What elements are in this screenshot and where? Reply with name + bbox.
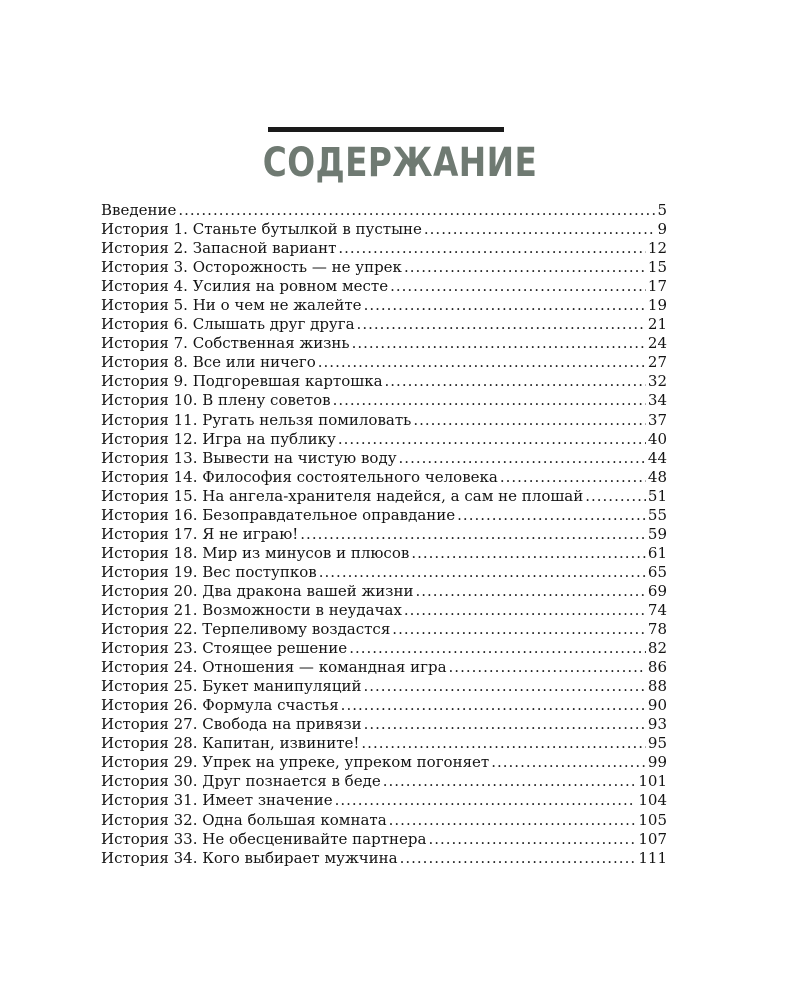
entry-title: История 2. Запасной вариант [101, 239, 337, 258]
dot-leader [364, 296, 646, 315]
dot-leader [424, 220, 656, 239]
entry-title: Введение [101, 201, 177, 219]
entry-title: История 22. Терпеливому воздастся [101, 620, 391, 639]
dot-leader [500, 468, 646, 487]
toc-entry[interactable] [101, 791, 667, 810]
dot-leader [300, 525, 646, 544]
page-number: 69 [647, 581, 667, 600]
dot-leader [389, 811, 637, 830]
page-number: 74 [647, 600, 667, 619]
dot-leader [349, 639, 646, 658]
entry-title: История 9. Подгоревшая картошка [101, 372, 383, 391]
dot-leader [318, 353, 646, 372]
toc-entry[interactable] [101, 449, 667, 468]
page-number: 21 [647, 315, 667, 334]
page-number: 5 [657, 201, 667, 219]
dot-leader [400, 849, 637, 868]
entry-title: История 29. Упрек на упреке, упреком погоняет [101, 753, 490, 772]
toc-entry[interactable] [101, 220, 667, 239]
page-number: 55 [647, 505, 667, 524]
heading-rule [268, 127, 504, 132]
toc-entry[interactable] [101, 849, 667, 868]
page-number: 32 [647, 372, 667, 391]
dot-leader [361, 734, 646, 753]
page-number: 88 [647, 677, 667, 696]
page-number: 34 [647, 391, 667, 410]
entry-title: История 33. Не обесценивайте партнера [101, 829, 427, 848]
toc-entry[interactable] [101, 277, 667, 296]
toc-entry[interactable] [101, 296, 667, 315]
toc-entry[interactable] [101, 411, 667, 430]
page-number: 48 [647, 467, 667, 486]
dot-leader [457, 506, 646, 525]
toc-entry[interactable] [101, 430, 667, 449]
entry-title: История 7. Собственная жизнь [101, 334, 350, 353]
toc-entry[interactable] [101, 258, 667, 277]
dot-leader [341, 696, 646, 715]
entry-title: История 15. На ангела-хранителя надейся, а сам не плошай [101, 486, 584, 505]
page-number: 59 [647, 524, 667, 543]
entry-title: История 30. Друг познается в беде [101, 772, 381, 791]
toc-entry[interactable] [101, 582, 667, 601]
toc-entry[interactable] [101, 734, 667, 753]
entry-title: История 5. Ни о чем не жалейте [101, 296, 362, 315]
toc-entry[interactable] [101, 772, 667, 791]
dot-leader [491, 753, 646, 772]
dot-leader [364, 677, 646, 696]
toc-entry[interactable] [101, 506, 667, 525]
entry-title: История 23. Стоящее решение [101, 639, 348, 658]
entry-title: История 32. Одна большая комната [101, 810, 387, 829]
page-number: 78 [647, 620, 667, 639]
entry-title: История 34. Кого выбирает мужчина [101, 848, 398, 867]
dot-leader [352, 334, 646, 353]
dot-leader [404, 601, 646, 620]
page-number: 9 [657, 220, 667, 239]
toc-entry[interactable] [101, 334, 667, 353]
dot-leader [383, 772, 637, 791]
entry-title: История 21. Возможности в неудачах [101, 600, 402, 619]
toc-entry[interactable] [101, 544, 667, 563]
entry-title: История 11. Ругать нельзя помиловать [101, 410, 412, 429]
toc-entry[interactable] [101, 372, 667, 391]
toc-entry[interactable] [101, 315, 667, 334]
page-number: 93 [647, 715, 667, 734]
entry-title: История 28. Капитан, извините! [101, 734, 360, 753]
page-number: 107 [638, 829, 667, 848]
entry-title: История 25. Букет манипуляций [101, 677, 362, 696]
toc-entry[interactable] [101, 696, 667, 715]
entry-title: История 16. Безоправдательное оправдание [101, 505, 456, 524]
entry-title: История 10. В плену советов [101, 391, 331, 410]
toc-entry[interactable] [101, 525, 667, 544]
page-number: 61 [647, 543, 667, 562]
toc-entry[interactable] [101, 487, 667, 506]
page-number: 40 [647, 429, 667, 448]
entry-title: История 24. Отношения — командная игра [101, 658, 447, 677]
dot-leader [335, 791, 637, 810]
page-number: 111 [638, 848, 667, 867]
page-number: 44 [647, 448, 667, 467]
page-number: 82 [647, 639, 667, 658]
dot-leader [585, 487, 646, 506]
dot-leader [449, 658, 646, 677]
dot-leader [338, 430, 646, 449]
entry-title: История 6. Слышать друг друга [101, 315, 355, 334]
page-number: 27 [647, 353, 667, 372]
page-number: 19 [647, 296, 667, 315]
toc-entry[interactable] [101, 620, 667, 639]
page-number: 101 [638, 772, 667, 791]
page-number: 65 [647, 562, 667, 581]
entry-title: История 20. Два дракона вашей жизни [101, 581, 414, 600]
toc-entry[interactable] [101, 830, 667, 849]
entry-title: История 8. Все или ничего [101, 353, 316, 372]
page-number: 51 [647, 486, 667, 505]
page-number: 99 [647, 753, 667, 772]
dot-leader [411, 544, 646, 563]
entry-title: История 17. Я не играю! [101, 524, 299, 543]
entry-title: История 3. Осторожность — не упрек [101, 258, 402, 277]
dot-leader [357, 315, 646, 334]
page-number: 104 [638, 791, 667, 810]
entry-title: История 13. Вывести на чистую воду [101, 448, 397, 467]
table-of-contents [101, 201, 667, 868]
entry-title: История 19. Вес поступков [101, 562, 317, 581]
entry-title: История 1. Станьте бутылкой в пустыне [101, 220, 422, 239]
dot-leader [385, 372, 646, 391]
toc-entry[interactable] [101, 753, 667, 772]
dot-leader [364, 715, 646, 734]
toc-entry[interactable] [101, 391, 667, 410]
toc-entry[interactable] [101, 601, 667, 620]
dot-leader [333, 391, 646, 410]
page-number: 90 [647, 696, 667, 715]
dot-leader [319, 563, 646, 582]
dot-leader [338, 239, 646, 258]
toc-entry[interactable] [101, 658, 667, 677]
entry-title: История 18. Мир из минусов и плюсов [101, 543, 410, 562]
page-number: 17 [647, 277, 667, 296]
page-number: 37 [647, 410, 667, 429]
page-number: 15 [647, 258, 667, 277]
dot-leader [413, 411, 646, 430]
dot-leader [178, 201, 655, 220]
dot-leader [428, 830, 636, 849]
toc-entry[interactable] [101, 353, 667, 372]
dot-leader [399, 449, 646, 468]
toc-entry[interactable] [101, 811, 667, 830]
dot-leader [390, 277, 646, 296]
entry-title: История 4. Усилия на ровном месте [101, 277, 389, 296]
page-title: СОДЕРЖАНИЕ [262, 140, 538, 186]
toc-entry[interactable] [101, 639, 667, 658]
dot-leader [404, 258, 646, 277]
page-number: 24 [647, 334, 667, 353]
entry-title: История 26. Формула счастья [101, 696, 339, 715]
page-number: 86 [647, 658, 667, 677]
toc-entry[interactable] [101, 468, 667, 487]
page-number: 95 [647, 734, 667, 753]
page-number: 105 [638, 810, 667, 829]
dot-leader [415, 582, 645, 601]
toc-entry[interactable] [101, 239, 667, 258]
toc-entry[interactable] [101, 715, 667, 734]
entry-title: История 27. Свобода на привязи [101, 715, 362, 734]
entry-title: История 14. Философия состоятельного человека [101, 467, 498, 486]
page-number: 12 [647, 239, 667, 258]
dot-leader [392, 620, 646, 639]
toc-entry[interactable] [101, 563, 667, 582]
entry-title: История 31. Имеет значение [101, 791, 333, 810]
toc-entry[interactable] [101, 677, 667, 696]
toc-entry[interactable] [101, 201, 667, 220]
entry-title: История 12. Игра на публику [101, 429, 336, 448]
